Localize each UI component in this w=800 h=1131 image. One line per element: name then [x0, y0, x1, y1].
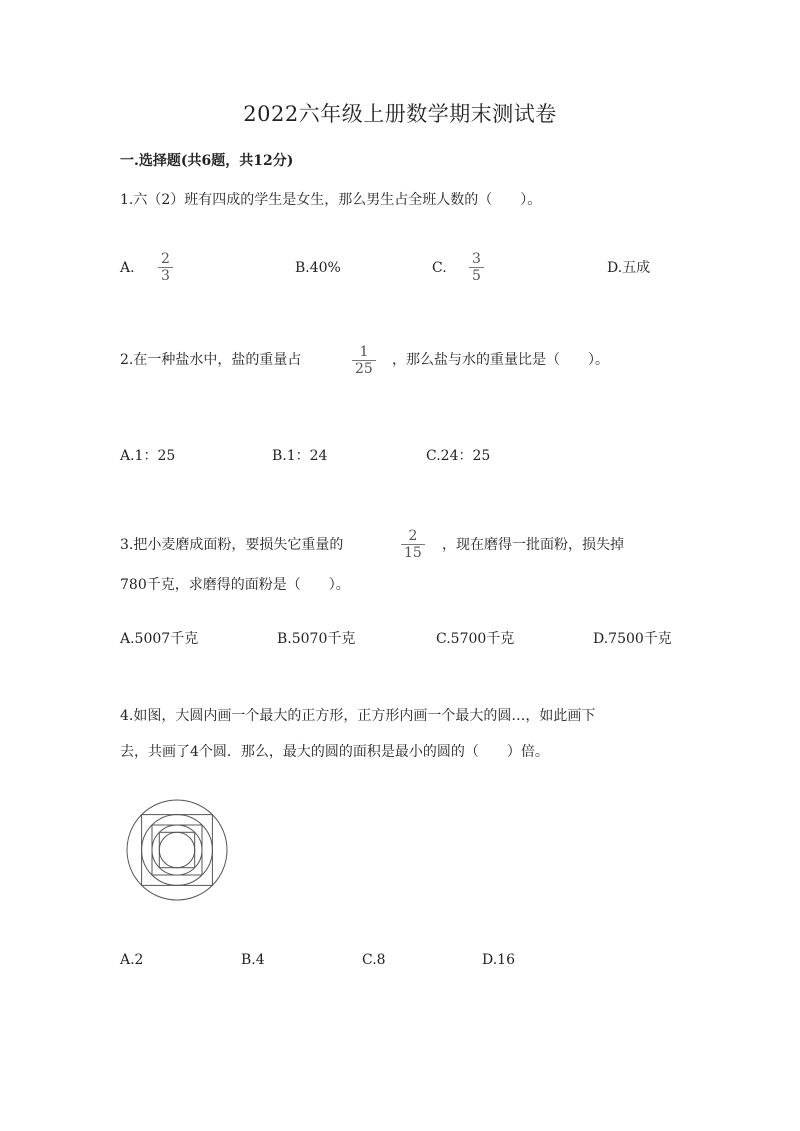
question-3-text-line2: 780千克，求磨得的面粉是（ ）。 [120, 577, 350, 593]
fraction-denominator: 3 [161, 268, 170, 284]
fraction-denominator: 25 [355, 361, 373, 377]
q2-option-b[interactable]: B.1：24 [272, 448, 328, 464]
fraction-numerator: 3 [472, 251, 481, 267]
q4-option-c[interactable]: C.8 [362, 952, 386, 968]
q3-option-d[interactable]: D.7500千克 [593, 631, 672, 647]
q4-option-a[interactable]: A.2 [120, 952, 144, 968]
fraction-denominator: 5 [472, 268, 481, 284]
question-3-text: 3.把小麦磨成面粉，要损失它重量的 [120, 537, 344, 553]
section-header: 一.选择题(共6题，共12分) [120, 153, 294, 169]
q4-option-b[interactable]: B.4 [241, 952, 265, 968]
fraction-numerator: 2 [408, 528, 418, 544]
question-1-text: 1.六（2）班有四成的学生是女生，那么男生占全班人数的（ ）。 [120, 192, 542, 208]
page-title: 2022六年级上册数学期末测试卷 [243, 102, 557, 126]
q3-option-c[interactable]: C.5700千克 [436, 631, 515, 647]
fraction-numerator: 1 [359, 344, 369, 360]
q3-option-a[interactable]: A.5007千克 [120, 631, 199, 647]
fraction-denominator: 15 [404, 545, 422, 561]
q2-option-a[interactable]: A.1：25 [120, 448, 176, 464]
q1-option-c-label[interactable]: C. [432, 260, 447, 276]
q2-option-c[interactable]: C.24：25 [426, 448, 491, 464]
q1-option-c-fraction [469, 251, 484, 284]
q3-fraction [401, 528, 425, 561]
question-4-text: 4.如图，大圆内画一个最大的正方形，正方形内画一个最大的圆…，如此画下 [120, 708, 596, 724]
question-4-text-line2: 去，共画了4个圆．那么，最大的圆的面积是最小的圆的（ ）倍。 [120, 744, 549, 760]
circle-4 [159, 832, 194, 867]
q1-option-a-label[interactable]: A. [120, 260, 135, 276]
question-2-text-cont: ，那么盐与水的重量比是（ ）。 [392, 352, 609, 368]
q2-fraction [352, 344, 376, 377]
q1-option-d[interactable]: D.五成 [607, 260, 651, 276]
nested-circles-squares-figure [119, 799, 235, 901]
q4-option-d[interactable]: D.16 [482, 952, 515, 968]
question-2-text: 2.在一种盐水中，盐的重量占 [120, 352, 302, 368]
question-3-text-cont: ，现在磨得一批面粉，损失掉 [442, 537, 624, 553]
q1-option-b[interactable]: B.40% [295, 260, 341, 276]
q1-option-a-fraction [158, 251, 173, 284]
fraction-numerator: 2 [161, 251, 170, 267]
q3-option-b[interactable]: B.5070千克 [277, 631, 356, 647]
